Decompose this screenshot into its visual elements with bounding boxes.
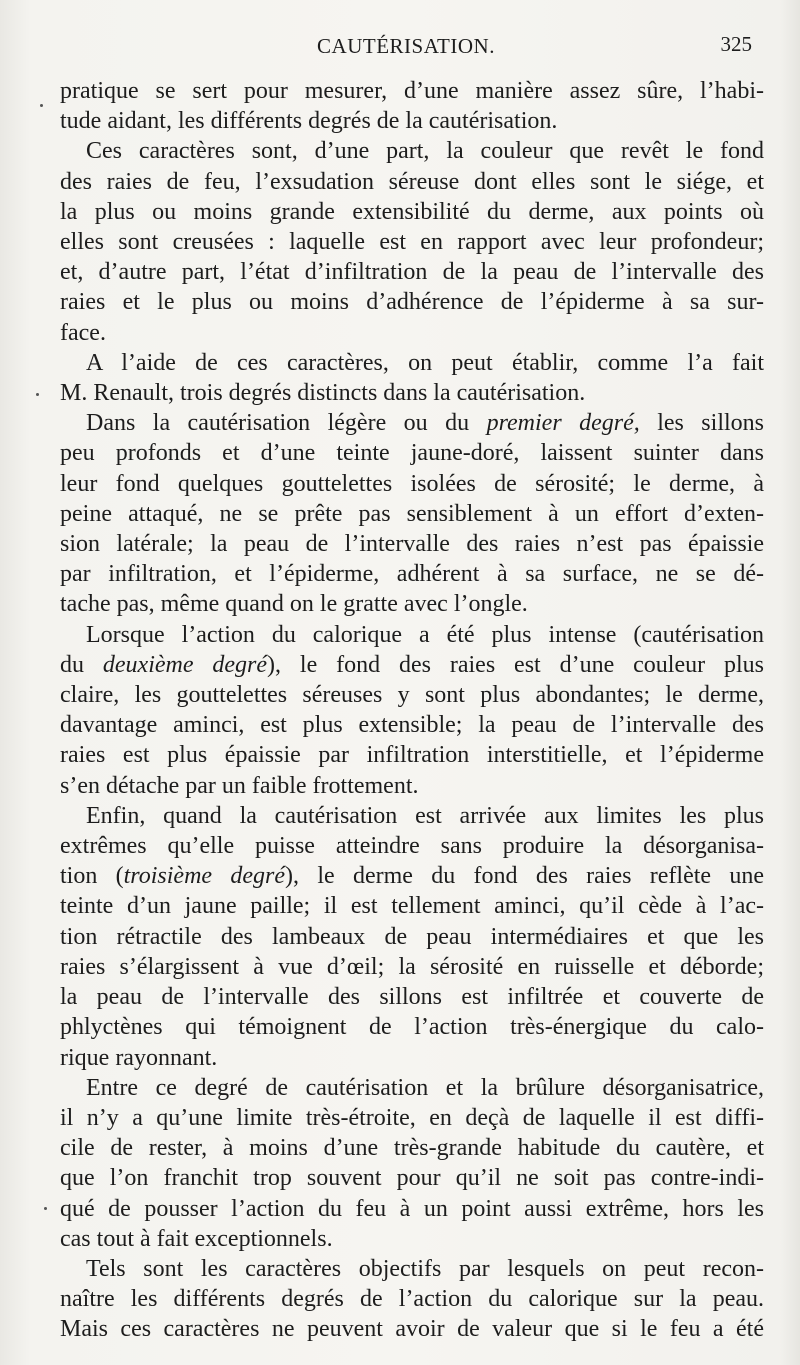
page-number: 325 (720, 32, 752, 56)
text-line (60, 891, 764, 921)
text-line (60, 106, 764, 136)
text-line (60, 136, 764, 166)
body-text (60, 76, 764, 1345)
text-segment: davantage aminci, est plus extensible; la peau de l’intervalle des (60, 712, 764, 739)
text-line (60, 650, 764, 680)
text-segment: Entre ce degré de cautérisation et la brûlure désorganisatrice, (86, 1074, 764, 1101)
text-segment: pratique se sert pour mesurer, d’une manière assez sûre, l’habi- (60, 78, 764, 104)
text-segment: les sillons (639, 410, 764, 437)
text-segment: la peau de l’intervalle des sillons est infiltrée et couverte de (60, 984, 764, 1011)
text-segment: cas tout à fait exceptionnels. (60, 1225, 333, 1252)
text-line (60, 1284, 764, 1314)
text-line (60, 529, 764, 559)
text-segment: tache pas, même quand on le gratte avec l’ongle. (60, 591, 528, 618)
text-line (60, 499, 764, 529)
text-line (60, 1133, 764, 1163)
text-segment: il n’y a qu’une limite très-étroite, en deçà de laquelle il est diffi- (60, 1104, 764, 1131)
text-line (60, 982, 764, 1012)
text-segment: claire, les gouttelettes séreuses y sont plus abondantes; le derme, (60, 682, 764, 709)
text-segment: elles sont creusées : laquelle est en rapport avec leur profondeur; (60, 229, 764, 256)
paragraph (60, 76, 764, 136)
text-line (60, 801, 764, 831)
text-segment: raies s’élargissent à vue d’œil; la sérosité en ruisselle et déborde; (60, 953, 764, 980)
text-segment: des raies de feu, l’exsudation séreuse dont elles sont le siége, et (60, 168, 764, 195)
text-segment: Tels sont les caractères objectifs par lesquels on peut recon- (86, 1255, 764, 1282)
text-line (60, 831, 764, 861)
text-line (60, 469, 764, 499)
text-line (60, 378, 764, 408)
text-segment: cile de rester, à moins d’une très-grande habitude du cautère, et (60, 1135, 764, 1162)
text-line (60, 1194, 764, 1224)
text-segment: leur fond quelques gouttelettes isolées de sérosité; le derme, à (60, 470, 764, 497)
text-line (60, 680, 764, 710)
text-segment: tion rétractile des lambeaux de peau intermédiaires et que les (60, 923, 764, 950)
text-line (60, 771, 764, 801)
text-segment: peine attaqué, ne se prête pas sensiblement à un effort d’exten- (60, 500, 764, 527)
paragraph (60, 620, 764, 801)
text-segment: naître les différents degrés de l’action du calorique sur la peau. (60, 1286, 764, 1313)
text-segment: et, d’autre part, l’état d’infiltration de la peau de l’intervalle des (60, 259, 764, 286)
text-line (60, 1103, 764, 1133)
page-header (60, 30, 752, 64)
text-segment: tion ( (60, 863, 124, 890)
paragraph (60, 348, 764, 408)
italic-phrase: troisième degré (123, 863, 286, 890)
text-line (60, 620, 764, 650)
text-line (60, 589, 764, 619)
text-line (60, 922, 764, 952)
text-segment: par infiltration, et l’épiderme, adhérent à sa surface, ne se dé- (60, 561, 764, 588)
paragraph (60, 1254, 764, 1345)
text-segment: teinte d’un jaune paille; il est tellement aminci, qu’il cède à l’ac- (60, 893, 764, 920)
ink-speck (44, 1207, 47, 1210)
text-line (60, 861, 764, 891)
ink-speck (40, 104, 43, 107)
text-segment: Lorsque l’action du calorique a été plus intense (cautérisation (86, 621, 764, 648)
text-line (60, 1163, 764, 1193)
text-segment: ), le fond des raies est d’une couleur plus (267, 651, 764, 678)
paragraph (60, 801, 764, 1073)
text-line (60, 1012, 764, 1042)
text-line (60, 167, 764, 197)
text-line (60, 287, 764, 317)
text-segment: face. (60, 319, 106, 346)
italic-phrase: premier degré, (486, 410, 640, 437)
text-segment: peu profonds et d’une teinte jaune-doré, laissent suinter dans (60, 440, 764, 467)
text-line (60, 227, 764, 257)
text-line (60, 1073, 764, 1103)
text-line (60, 710, 764, 740)
text-line (60, 197, 764, 227)
text-segment: la plus ou moins grande extensibilité du derme, aux points où (60, 198, 764, 225)
italic-phrase: deuxième degré (102, 651, 268, 678)
text-segment: rique rayonnant. (60, 1044, 218, 1071)
text-segment: raies et le plus ou moins d’adhérence de l’épiderme à sa sur- (60, 289, 764, 316)
text-segment: Ces caractères sont, d’une part, la couleur que revêt le fond (86, 138, 764, 165)
text-line (60, 348, 764, 378)
text-line (60, 1043, 764, 1073)
text-line (60, 740, 764, 770)
text-segment: Mais ces caractères ne peuvent avoir de valeur que si le feu a été (60, 1316, 764, 1343)
text-line (60, 438, 764, 468)
text-line (60, 408, 764, 438)
text-segment: qué de pousser l’action du feu à un point aussi extrême, hors les (60, 1195, 764, 1222)
running-title: CAUTÉRISATION. (317, 34, 495, 58)
text-line (60, 76, 764, 106)
text-segment: que l’on franchit trop souvent pour qu’il ne soit pas contre-indi- (60, 1165, 764, 1192)
text-line (60, 1254, 764, 1284)
text-segment: A l’aide de ces caractères, on peut établir, comme l’a fait (86, 349, 764, 376)
text-segment: Dans la cautérisation légère ou du (86, 410, 487, 437)
text-segment: Enfin, quand la cautérisation est arrivée aux limites les plus (86, 802, 764, 829)
text-line (60, 1314, 764, 1344)
text-segment: raies est plus épaissie par infiltration interstitielle, et l’épiderme (60, 742, 764, 769)
text-segment: s’en détache par un faible frottement. (60, 772, 419, 799)
paragraph (60, 408, 764, 619)
text-segment: M. Renault, trois degrés distincts dans la cautérisation. (60, 380, 586, 407)
text-line (60, 1224, 764, 1254)
text-segment: ), le derme du fond des raies reflète une (285, 863, 765, 890)
text-segment: sion latérale; la peau de l’intervalle des raies n’est pas épaissie (60, 531, 764, 558)
paragraph (60, 1073, 764, 1254)
text-segment: du (60, 651, 103, 678)
text-line (60, 257, 764, 287)
text-line (60, 318, 764, 348)
text-line (60, 952, 764, 982)
text-line (60, 559, 764, 589)
paragraph (60, 136, 764, 347)
text-segment: extrêmes qu’elle puisse atteindre sans produire la désorganisa- (60, 833, 764, 860)
text-segment: tude aidant, les différents degrés de la cautérisation. (60, 108, 558, 135)
text-segment: phlyctènes qui témoignent de l’action très-énergique du calo- (60, 1014, 764, 1041)
ink-speck (36, 393, 39, 396)
